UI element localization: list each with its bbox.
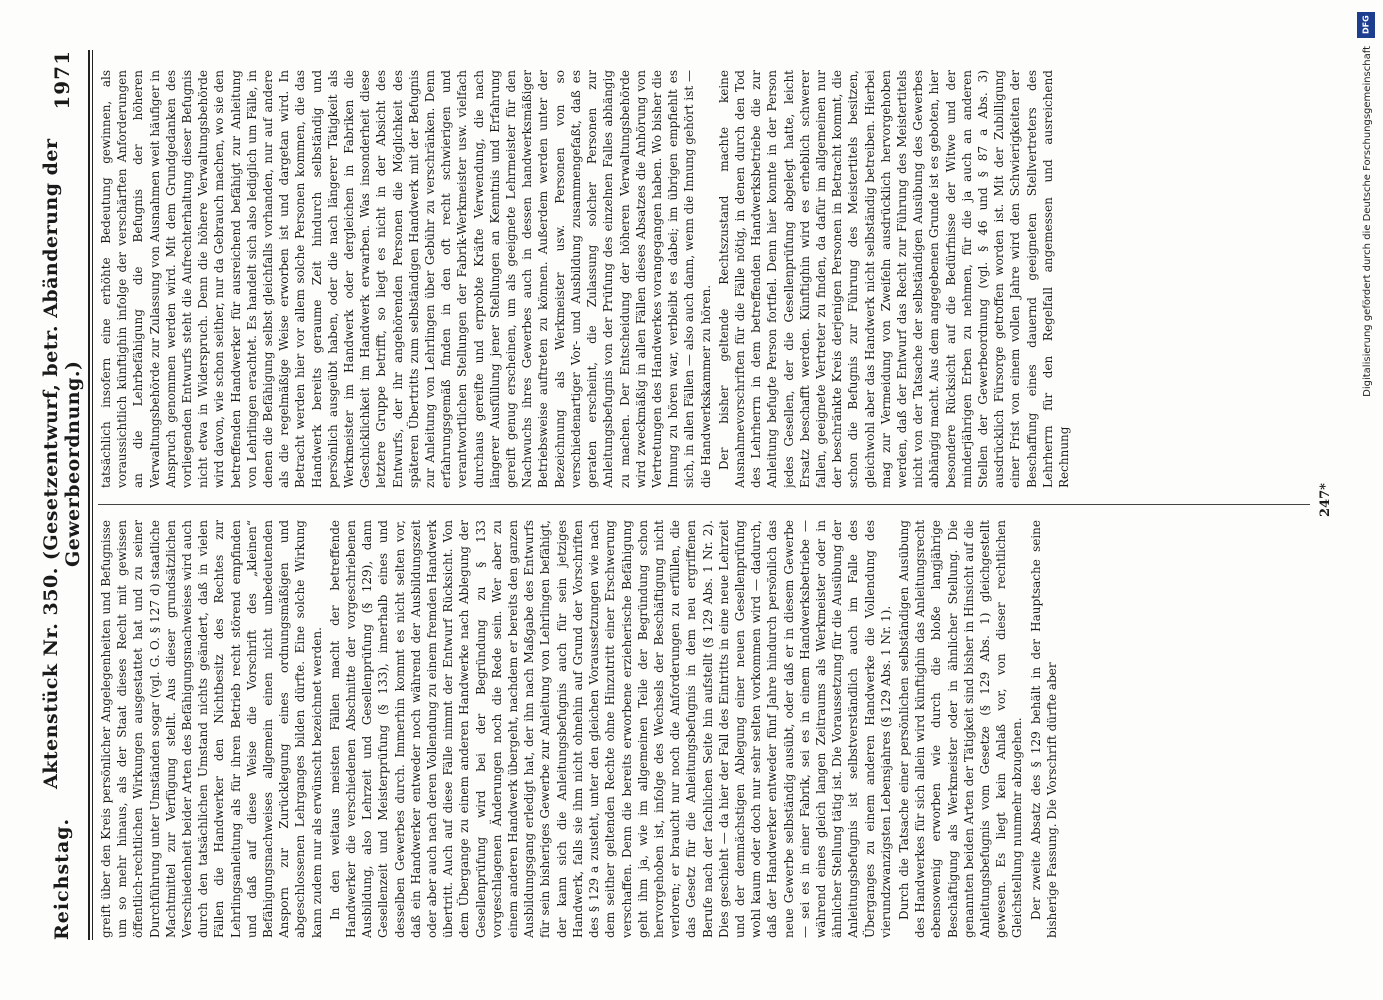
paragraph: Der zweite Absatz des § 129 behält in der Hauptsache seine bisherige Fassung. Die Vorschrift dürfte aber <box>1028 520 1059 938</box>
header-rule-thin <box>92 50 93 940</box>
digitization-strip <box>1359 6 1379 726</box>
sheet-number: 247* <box>1318 483 1333 517</box>
header-left: Reichstag. <box>51 817 73 940</box>
page-header <box>42 50 82 940</box>
paragraph: In den weitaus meisten Fällen macht der betreffende Handwerker die verschiedenen Abschnitte der vorgeschriebenen Ausbildung, also Lehrzeit und Gesellenprüfung (§ 129), dann Gesellenzeit und Meisterprüfung (§ 133), innerhalb eines und desselben Gewerbes durch. Immerhin kommt es nicht selten vor, daß ein Handwerker entweder noch während der Ausbildungszeit oder aber auch nach deren Vollendung zu einem fremden Handwerk übertritt. Auch auf diese Fälle nimmt der Entwurf Rücksicht. Von dem Übergange zu einem anderen Handwerke nach Ablegung der Gesellenprüfung wird bei der Begründung zu § 133 vorgeschlagenen Änderungen noch die Rede sein. Wer aber zu einem anderen Handwerk übergeht, nachdem er bereits den ganzen Ausbildungsgang erledigt hat, der ihn nach Maßgabe des Entwurfs für sein bisheriges Gewerbe zur Anleitung von Lehrlingen befähigt, der kann sich die Anleitungsbefugnis auch für sein jetziges Handwerk, falls sie ihm nicht ohnehin auf Grund der Vorschriften des § 129 a zusteht, unter den gleichen Voraussetzungen wie nach dem seither geltenden Rechte ohne Hinzutritt einer Erschwerung verschaffen. Denn die bereits erworbene erzieherische Befähigung geht ihm ja, wie im allgemeinen Teile der Begründung schon hervorgehoben ist, infolge des Wechsels der Beschäftigung nicht verloren; er braucht nur noch die Anforderungen zu erfüllen, die das Gesetz für die Anleitungsbefugnis in dem neu ergriffenen Berufe nach der fachlichen Seite hin aufstellt (§ 129 Abs. 1 Nr. 2). Dies geschieht — da hier der Fall des Eintritts in eine neue Lehrzeit und der demnächstigen Ablegung einer neuen Gesellenprüfung wohl kaum oder doch nur sehr selten vorkommen wird — dadurch, daß der Handwerker entweder fünf Jahre hindurch persönlich das neue Gewerbe selbständig ausübt, oder daß er in diesem Gewerbe — sei es in einer Fabrik, sei es in einem Handwerksbetriebe — während eines gleich langen Zeitraums als Werkmeister oder in ähnlicher Stellung tätig ist. Die Voraussetzung für die Ausübung der Anleitungsbefugnis ist selbstverständlich auch im Falle des Überganges zu einem anderen Handwerke die Vollendung des vierundzwanzigsten Lebensjahres (§ 129 Abs. 1 Nr. 1). <box>327 520 893 938</box>
page-number: 1971 <box>50 50 74 110</box>
header-rule <box>88 50 90 940</box>
header-title: Aktenstück Nr. 350. (Gesetzentwurf, betr. Abänderung der Gewerbeordnung.) <box>40 138 84 790</box>
paragraph: Durch die Tatsache einer persönlichen selbständigen Ausübung des Handwerkes für sich allein wird künftighin das Anleitungsrecht ebensowenig erworben wie durch die bloße langjährige Beschäftigung als Werkmeister oder in ähnlicher Stellung. Die genannten beiden Arten der Tätigkeit sind bisher in Hinsicht auf die Anleitungsbefugnis vom Gesetze (§ 129 Abs. 1) gleichgestellt gewesen. Es liegt kein Anlaß vor, von dieser rechtlichen Gleichstellung nunmehr abzugehen. <box>896 520 1025 938</box>
digitization-credit: Digitalisierung gefördert durch die Deutsche Forschungsgemeinschaft <box>1362 46 1373 397</box>
text-column-right <box>98 70 1308 488</box>
paragraph: greift über den Kreis persönlicher Angelegenheiten und Befugnisse um so mehr hinaus, als der Staat dieses Recht mit gewissen öffentlich-rechtlichen Wirkungen ausgestattet hat und zu seiner Durchführung unter Umständen sogar (vgl. G. O. § 127 d) staatliche Machtmittel zur Verfügung stellt. Aus dieser grundsätzlichen Verschiedenheit beider Arten des Befähigungsnachweises wird auch durch den tatsächlichen Umstand nichts geändert, daß in vielen Fällen die Handwerker den Nichtbesitz des Rechtes zur Lehrlingsanleitung als für ihren Betrieb recht störend empfinden und daß auf diese Weise die Vorschrift des „kleinen“ Befähigungsnachweises allgemein einen nicht unbedeutenden Ansporn zur Zurücklegung eines ordnungsmäßigen und abgeschlossenen Lehrganges bilden dürfte. Eine solche Wirkung kann zudem nur als erwünscht bezeichnet werden. <box>99 520 324 938</box>
paragraph: tatsächlich insofern eine erhöhte Bedeutung gewinnen, als voraussichtlich künftighin infolge der verschärften Anforderungen an die Lehrbefähigung die Befugnis der höheren Verwaltungsbehörde zur Zulassung von Ausnahmen weit häufiger in Anspruch genommen werden wird. Mit dem Grundgedanken des vorliegenden Entwurfs steht die Aufrechterhaltung dieser Befugnis nicht etwa in Widerspruch. Denn die höhere Verwaltungsbehörde wird davon, wie schon seither, nur da Gebrauch machen, wo sie den betreffenden Handwerker für ausreichend befähigt zur Anleitung von Lehrlingen erachtet. Es handelt sich also lediglich um Fälle, in denen die Befähigung selbst gleichfalls vorhanden, nur auf andere als die regelmäßige Weise erworben ist und dargetan wird. In Betracht werden hier vor allem solche Personen kommen, die das Handwerk bereits geraume Zeit hindurch selbständig und persönlich ausgeübt haben, oder die nach längerer Tätigkeit als Werkmeister im Handwerk oder dergleichen in Fabriken die Geschicklichkeit im Handwerk erwarben. Was insonderheit diese letztere Gruppe betrifft, so liegt es nicht in der Absicht des Entwurfs, der ihr angehörenden Personen die Möglichkeit des späteren Übertritts zum selbständigen Handwerk mit der Befugnis zur Anleitung von Lehrlingen über Gebühr zu verschränken. Denn erfahrungsgemäß finden in den oft recht schwierigen und verantwortlichen Stellungen der Fabrik-Werkmeister usw. vielfach durchaus gereifte und erprobte Kräfte Verwendung, die nach längerer Ausfüllung jener Stellungen an Kenntnis und Erfahrung gereift genug erscheinen, um als geeignete Lehrmeister für den Nachwuchs ihres Gewerbes auch in dessen handwerksmäßiger Betriebsweise auftreten zu können. Außerdem werden unter der Bezeichnung als Werkmeister usw. Personen von so verschiedenartiger Vor- und Ausbildung zusammengefaßt, daß es geraten erscheint, die Zulassung solcher Personen zur Anleitungsbefugnis von der Prüfung des einzelnen Falles abhängig zu machen. Der Entscheidung der höheren Verwaltungsbehörde wird zweckmäßig in allen Fällen dieses Absatzes die Anhörung von Vertretungen des Handwerkes vorangegangen haben. Wo bisher die Innung zu hören war, verbleibt es dabei; im übrigen empfiehlt es sich, in allen Fällen — also auch dann, wenn die Innung gehört ist — die Handwerkskammer zu hören. <box>99 70 713 488</box>
dfg-logo: DFG <box>1357 12 1375 38</box>
paragraph: Der bisher geltende Rechtszustand machte keine Ausnahmevorschriften für die Fälle nötig, in denen durch den Tod des Lehrherrn in dem betreffenden Handwerksbetriebe die zur Anleitung befugte Person fortfiel. Denn hier konnte in der Person jedes Gesellen, der die Gesellenprüfung abgelegt hatte, leicht Ersatz beschafft werden. Künftighin wird es erheblich schwerer fallen, geeignete Vertreter zu finden, da dafür im allgemeinen nur der beschränkte Kreis derjenigen Personen in Betracht kommt, die schon die Befugnis zur Führung des Meistertitels besitzen, gleichwohl aber das Handwerk nicht selbständig betreiben. Hierbei mag zur Vermeidung von Zweifeln ausdrücklich hervorgehoben werden, daß der Entwurf das Recht zur Führung des Meistertitels nicht von der Tatsache der selbständigen Ausübung des Gewerbes abhängig macht. Aus dem angegebenen Grunde ist es geboten, hier besondere Rücksicht auf die Bedürfnisse der Witwe und der minderjährigen Erben zu nehmen, für die ja auch an anderen Stellen der Gewerbeordnung (vgl. § 46 und § 87 a Abs. 3) ausdrücklich Fürsorge getroffen worden ist. Mit der Zubilligung einer Frist von einem vollen Jahre wird den Schwierigkeiten der Beschaffung eines dauernd geeigneten Stellvertreters des Lehrherrn für den Regelfall angemessen und ausreichend Rechnung <box>716 70 1071 488</box>
column-divider <box>98 504 1310 505</box>
text-column-left <box>98 520 1308 938</box>
